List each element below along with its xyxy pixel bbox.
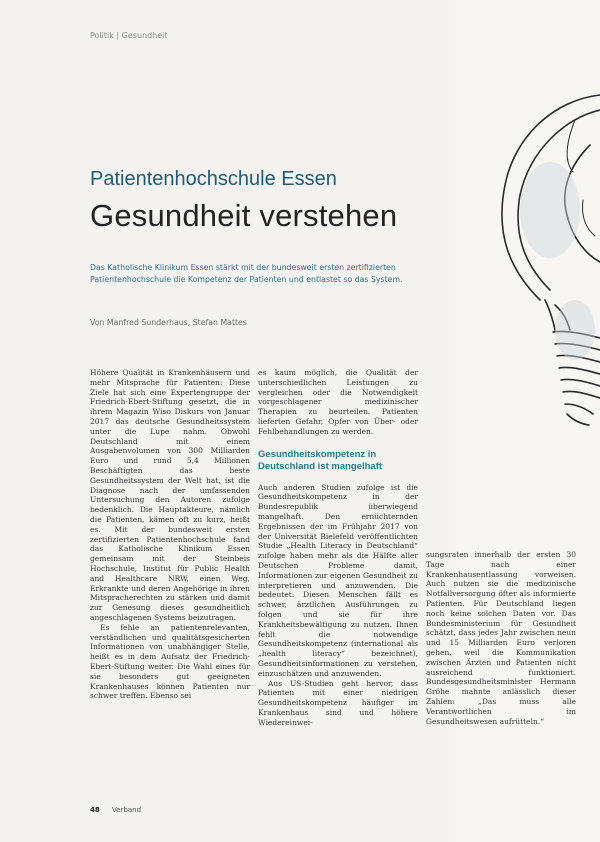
body-paragraph: Auch anderen Studien zufolge ist die Gesundheitskompetenz in der Bundesrepublik überwiegend mangelhaft. Den ernüchternden Ergebnissen der im Frühjahr 2017 von der Universität Bielefeld veröffentlichten Studie „Health Literacy in Deutschland“ zufolge haben mehr als die Hälfte aller Deutschen Probleme damit, Informationen zur eigenen Gesundheit zu interpretieren und anzuwenden. Die bedeutet: Diesen Menschen fällt es schwer, ärztlichen Ausführungen zu folgen und sie für ihre Krankheitsbewältigung zu nutzen. Ihnen fehlt die notwendige Gesundheitskompetenz (international als „health literacy“ bezeichnet), Gesundheitsinformationen zu verstehen, einzuschätzen und anzuwenden. (258, 482, 418, 678)
article-lead: Das Katholische Klinikum Essen stärkt mit der bundesweit ersten zertifizierten Patientenhochschule die Kompetenz der Patienten und entlastet so das System. (90, 263, 403, 284)
body-paragraph: Höhere Qualität in Krankenhäusern und mehr Mitsprache für Patienten: Diese Ziele hat sich eine Expertengruppe der Friedrich-Ebert-Stiftung gesetzt, die in ihrem Magazin Wiso Diskurs von Januar 2017 das deutsche Gesundheitssystem unter die Lupe nahm. Obwohl Deutschland mit einem Ausgabenvolumen von 300 Milliarden Euro und rund 5,4 Millionen Beschäftigten das beste Gesundheitssystem der Welt hat, ist die Diagnose nach der umfassenden Untersuchung den Autoren zufolge bedenklich. Die Hauptakteure, nämlich die Patienten, kämen oft zu kurz, heißt es. Mit der bundesweit ersten zertifizierten Patientenhochschule fand das Katholische Klinikum Essen gemeinsam mit der Steinbeis Hochschule, Institut für Public Health and Healthcare NRW, einen Weg, Erkrankte und deren Angehörige in ihren Mitspracherechten zu stärken und damit zur Genesung dieses gesundheitlich angeschlagenen Systems beizutragen. (90, 368, 250, 622)
page-number: 48 (90, 806, 100, 814)
section-label: Politik | Gesundheit (90, 31, 168, 40)
article-byline: Von Manfred Sunderhaus, Stefan Mattes (90, 318, 247, 327)
page-footer (90, 806, 141, 814)
body-paragraph: Es fehle an patientenrelevanten, verständlichen und qualitätsgesicherten Informationen von unabhängiger Stelle, heißt es in dem Aufsatz der Friedrich-Ebert-Stiftung weiter. Die Wahl eines für sie besonders gut geeigneten Krankenhauses können Patienten nur schwer treffen. Ebenso sei (90, 622, 250, 701)
magazine-name: Verband (111, 806, 142, 814)
section-subhead: Gesundheitskompetenz in Deutschland ist mangelhaft (258, 448, 383, 472)
article-column-2 (258, 368, 418, 728)
body-paragraph: Aus US-Studien geht hervor, dass Patienten mit einer niedrigen Gesundheitskompetenz häufiger im Krankenhaus sind und höhere Wiedereinwei- (258, 678, 418, 727)
article-column-3 (426, 550, 576, 726)
article-column-1 (90, 368, 250, 701)
body-paragraph: sungsraten innerhalb der ersten 30 Tage nach einer Krankenhausentlassung vorweisen. Auch nutzen sie die medizinische Notfallversorgung öfter als informierte Patienten. Für Deutschland liegen noch keine solchen Daten vor. Das Bundesministerium für Gesundheit schätzt, dass jedes Jahr zwischen neun und 15 Milliarden Euro verloren gehen, weil die Kommunikation zwischen Ärzten und Patienten nicht ausreichend funktioniert. Bundesgesundheitsminister Hermann Gröhe mahnte anlässlich dieser Zahlen: „Das muss alle Verantwortlichen im Gesundheitswesen aufrütteln.“ (426, 550, 576, 726)
article-title: Gesundheit verstehen (90, 198, 398, 233)
body-paragraph: es kaum möglich, die Qualität der unterschiedlichen Leistungen zu vergleichen oder die Notwendigkeit vorgeschlagener medizinischer Therapien zu beurteilen. Patienten lieferten Gefahr, Opfer von Über- oder Fehlbehandlungen zu werden. (258, 368, 418, 436)
article-kicker: Patientenhochschule Essen (90, 168, 337, 190)
